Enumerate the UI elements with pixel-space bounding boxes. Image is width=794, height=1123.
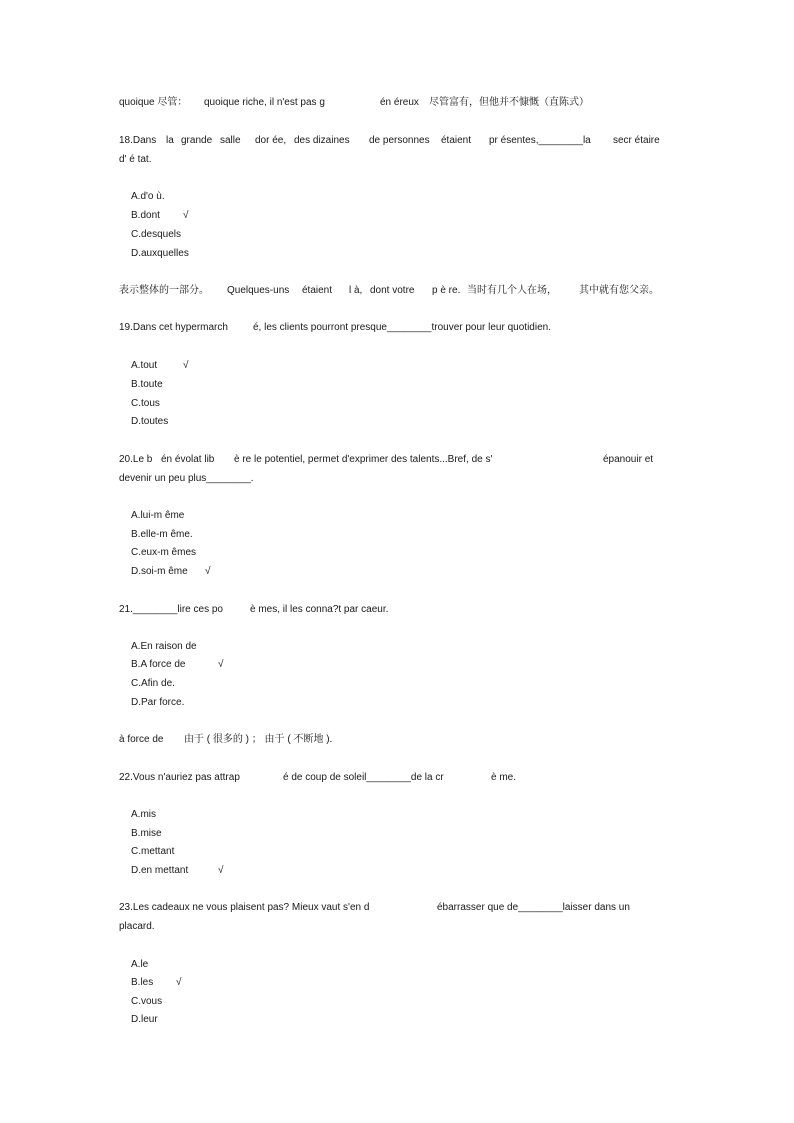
q23-option-d: D.leur <box>131 1014 158 1025</box>
q22-option-b: B.mise <box>131 828 162 839</box>
q19-text: é, les clients pourront presque________trouver pour leur quotidien. <box>253 322 551 333</box>
q22-text: è me. <box>491 772 517 783</box>
q18-option-b <box>131 210 189 222</box>
q19-answer-check: √ <box>183 360 189 371</box>
q20-answer-check: √ <box>205 566 211 577</box>
note-21-translation: 由于 ( 很多的 ) ； 由于 ( 不断地 ). <box>184 734 333 745</box>
q18-word: grande <box>181 135 213 146</box>
q19-option-b: B.toute <box>131 379 163 390</box>
question-18-line-2: d' é tat. <box>119 154 152 165</box>
note-18-example: Quelques-uns <box>227 285 290 296</box>
q20-option-c: C.eux-m êmes <box>131 547 197 558</box>
q20-option-d-text: D.soi-m ême <box>131 566 188 577</box>
q23-answer-check: √ <box>176 977 182 988</box>
q19-option-d: D.toutes <box>131 416 169 427</box>
q21-answer-check: √ <box>218 659 224 670</box>
q20-text: 20.Le b <box>119 454 153 465</box>
q18-word: salle <box>220 135 241 146</box>
note-quoique-term: quoique 尽管： <box>119 97 188 108</box>
q18-word: 18.Dans <box>119 135 157 146</box>
q20-text: è re le potentiel, permet d'exprimer des talents...Bref, de s' <box>234 454 493 465</box>
q18-word: la <box>166 135 174 146</box>
q23-option-a: A.le <box>131 959 149 970</box>
q18-option-b-text: B.dont <box>131 210 160 221</box>
q22-text: 22.Vous n'auriez pas attrap <box>119 772 240 783</box>
q22-text: é de coup de soleil________de la cr <box>283 772 444 783</box>
q22-answer-check: √ <box>218 865 224 876</box>
q18-word-blank: pr ésentes,________la <box>489 135 591 146</box>
q21-option-b <box>131 659 224 671</box>
q18-word: étaient <box>441 135 472 146</box>
note-18-translation: 其中就有您父亲。 <box>579 285 659 296</box>
note-18-example: p è re. <box>432 285 461 296</box>
question-23-line-2: placard. <box>119 921 155 932</box>
q20-text: én évolat lib <box>161 454 215 465</box>
q23-option-b-text: B.les <box>131 977 154 988</box>
q20-text: épanouir et <box>603 454 654 465</box>
q22-option-d-text: D.en mettant <box>131 865 189 876</box>
q18-answer-check: √ <box>183 210 189 221</box>
question-20-line-2: devenir un peu plus________. <box>119 473 254 484</box>
q23-text: 23.Les cadeaux ne vous plaisent pas? Mieux vaut s'en d <box>119 902 370 913</box>
q19-text: 19.Dans cet hypermarch <box>119 322 228 333</box>
q23-option-b <box>131 977 182 989</box>
q18-word: de personnes <box>369 135 430 146</box>
q20-option-a: A.lui-m ême <box>131 510 185 521</box>
note-quoique-translation: 尽管富有，但他并不慷慨（直陈式） <box>429 97 589 108</box>
q21-option-b-text: B.A force de <box>131 659 186 670</box>
q22-option-a: A.mis <box>131 809 156 820</box>
q23-text: ébarrasser que de________laisser dans un <box>437 902 630 913</box>
note-quoique-example: quoique riche, il n'est pas g <box>204 97 325 108</box>
q21-text: 21.________lire ces po <box>119 604 223 615</box>
q18-option-c: C.desquels <box>131 229 182 240</box>
note-18-example: l à, <box>349 285 363 296</box>
q19-option-a-text: A.tout <box>131 360 158 371</box>
q22-option-d <box>131 865 224 877</box>
q20-option-d <box>131 566 211 578</box>
q18-option-d: D.auxquelles <box>131 248 189 259</box>
note-18-explanation: 表示整体的一部分。 <box>119 285 209 296</box>
note-18-example: étaient <box>302 285 333 296</box>
q23-option-c: C.vous <box>131 996 163 1007</box>
q21-option-c: C.Afin de. <box>131 678 175 689</box>
note-18-translation: 当时有几个人在场， <box>467 285 557 296</box>
q19-option-a <box>131 360 189 372</box>
q20-option-b: B.elle-m ême. <box>131 529 193 540</box>
q22-option-c: C.mettant <box>131 846 175 857</box>
q19-option-c: C.tous <box>131 398 160 409</box>
q21-option-a: A.En raison de <box>131 641 197 652</box>
q21-text: è mes, il les conna?t par caeur. <box>250 604 389 615</box>
note-21-term: à force de <box>119 734 164 745</box>
note-quoique-example-end: én éreux <box>380 97 419 108</box>
q18-word: secr étaire <box>613 135 660 146</box>
q18-word: dor ée, <box>255 135 287 146</box>
q18-word: des dizaines <box>294 135 350 146</box>
q18-option-a: A.d'o ù. <box>131 191 165 202</box>
note-18-example: dont votre <box>370 285 415 296</box>
q21-option-d: D.Par force. <box>131 697 185 708</box>
